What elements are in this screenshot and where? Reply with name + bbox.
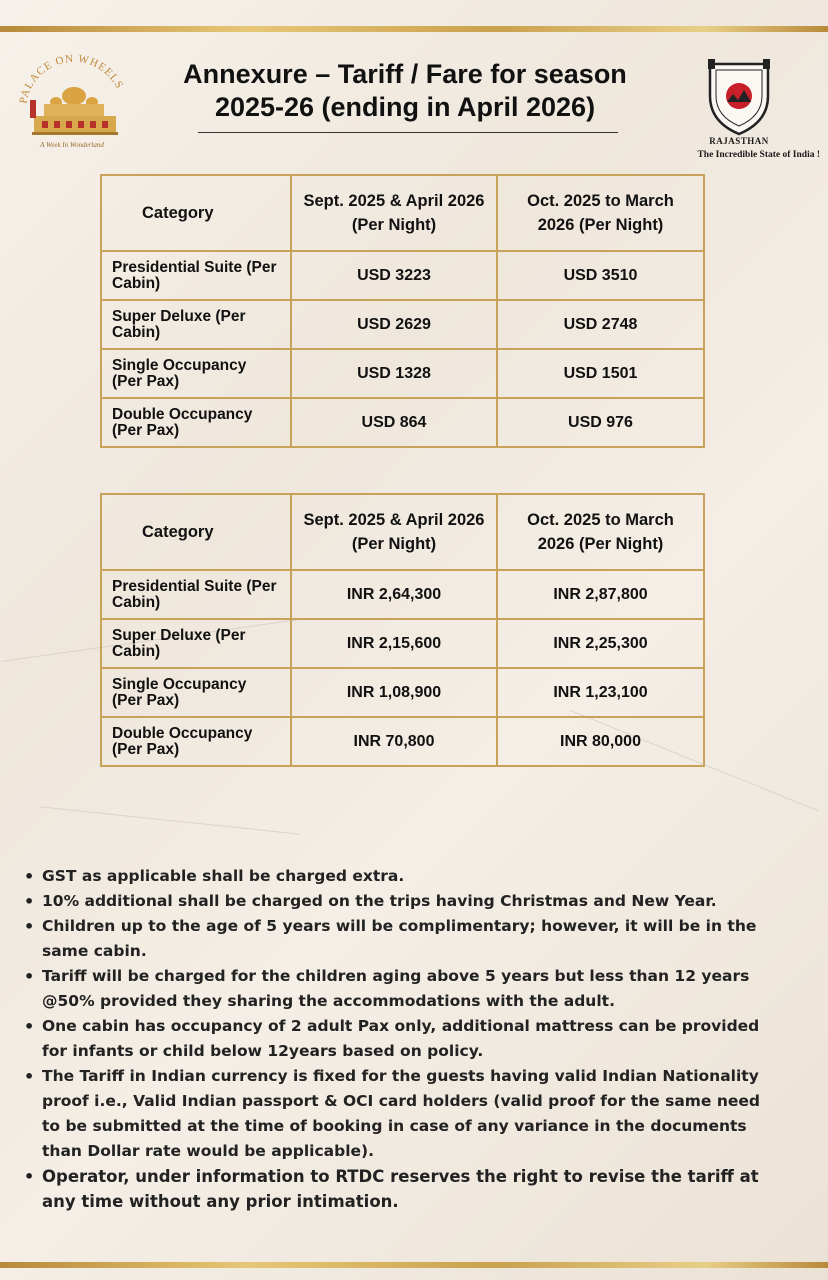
category-cell: Super Deluxe (Per Cabin): [101, 300, 291, 349]
price-cell-oct-mar: INR 1,23,100: [497, 668, 704, 717]
title-line-2: 2025-26 (ending in April 2026): [214, 92, 596, 122]
column-header-category: Category: [101, 494, 291, 570]
table-row: [101, 619, 704, 668]
partner-name: RAJASTHAN: [709, 136, 769, 146]
list-item: • One cabin has occupancy of 2 adult Pax only, additional mattress can be provided for infants or child below 12years based on policy.: [22, 1014, 772, 1064]
category-cell: Presidential Suite (Per Cabin): [101, 251, 291, 300]
price-cell-sep-apr: INR 70,800: [291, 717, 497, 766]
table-row: [101, 398, 704, 447]
category-cell: Presidential Suite (Per Cabin): [101, 570, 291, 619]
table-row: [101, 570, 704, 619]
list-item: • GST as applicable shall be charged extra.: [22, 864, 772, 889]
list-item: • Operator, under information to RTDC reserves the right to revise the tariff at any time without any prior intimation.: [22, 1164, 772, 1214]
column-header-category: Category: [101, 175, 291, 251]
partner-tagline: The Incredible State of India !: [697, 150, 820, 160]
price-cell-sep-apr: USD 1328: [291, 349, 497, 398]
price-cell-sep-apr: USD 3223: [291, 251, 497, 300]
price-cell-sep-apr: USD 2629: [291, 300, 497, 349]
price-cell-sep-apr: INR 2,15,600: [291, 619, 497, 668]
table-row: [101, 349, 704, 398]
price-cell-oct-mar: USD 2748: [497, 300, 704, 349]
table-header-row: [101, 175, 704, 251]
title-underline: [198, 132, 618, 133]
category-cell: Super Deluxe (Per Cabin): [101, 619, 291, 668]
list-item: • Children up to the age of 5 years will be complimentary; however, it will be in the same cabin.: [22, 914, 772, 964]
price-cell-oct-mar: INR 2,25,300: [497, 619, 704, 668]
top-gold-border: [0, 26, 828, 32]
terms-list: [22, 864, 772, 1214]
logo-tagline: A Week In Wonderland: [40, 141, 104, 149]
column-header-oct-mar: Oct. 2025 to March 2026 (Per Night): [497, 175, 704, 251]
price-cell-sep-apr: USD 864: [291, 398, 497, 447]
column-header-oct-mar: Oct. 2025 to March 2026 (Per Night): [497, 494, 704, 570]
table-row: [101, 668, 704, 717]
price-cell-sep-apr: INR 1,08,900: [291, 668, 497, 717]
column-header-sep-apr: Sept. 2025 & April 2026 (Per Night): [291, 175, 497, 251]
category-cell: Double Occupancy (Per Pax): [101, 717, 291, 766]
table-header-row: [101, 494, 704, 570]
palace-on-wheels-logo: [12, 52, 134, 152]
page-title: [150, 58, 660, 124]
usd-tariff-table: [100, 174, 705, 448]
inr-tariff-table: [100, 493, 705, 767]
list-item: • The Tariff in Indian currency is fixed for the guests having valid Indian Nationality proof i.e., Valid Indian passport & OCI card holders (valid proof for the same need to be submitted at the time of booking in case of any variance in the documents than Dollar rate would be applicable).: [22, 1064, 772, 1164]
price-cell-oct-mar: INR 2,87,800: [497, 570, 704, 619]
price-cell-oct-mar: USD 1501: [497, 349, 704, 398]
table-row: [101, 251, 704, 300]
price-cell-sep-apr: INR 2,64,300: [291, 570, 497, 619]
price-cell-oct-mar: USD 976: [497, 398, 704, 447]
bottom-gold-border: [0, 1262, 828, 1268]
category-cell: Double Occupancy (Per Pax): [101, 398, 291, 447]
column-header-sep-apr: Sept. 2025 & April 2026 (Per Night): [291, 494, 497, 570]
rajasthan-emblem-icon: [700, 56, 778, 138]
table-row: [101, 717, 704, 766]
marble-vein: [41, 806, 300, 834]
list-item: • 10% additional shall be charged on the trips having Christmas and New Year.: [22, 889, 772, 914]
table-row: [101, 300, 704, 349]
category-cell: Single Occupancy (Per Pax): [101, 668, 291, 717]
title-line-1: Annexure – Tariff / Fare for season: [183, 59, 627, 89]
category-cell: Single Occupancy (Per Pax): [101, 349, 291, 398]
price-cell-oct-mar: USD 3510: [497, 251, 704, 300]
list-item: • Tariff will be charged for the children aging above 5 years but less than 12 years @50% provided they sharing the accommodations with the adult.: [22, 964, 772, 1014]
price-cell-oct-mar: INR 80,000: [497, 717, 704, 766]
logo-arc-text: PALACE ON WHEELS: [17, 52, 126, 105]
